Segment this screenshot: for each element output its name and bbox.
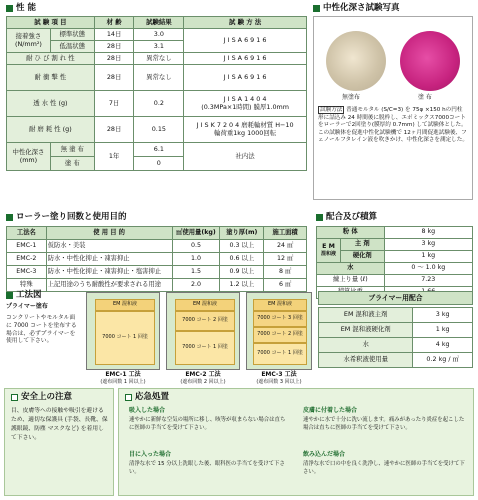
carbonation-method: 社内法 — [184, 143, 307, 171]
table-row: EM 混和液硬化剤 1 kg — [319, 323, 473, 338]
layer-coat-3: 7000 コート 3 回塗 — [253, 311, 307, 327]
layer-coat-1: 7000 コート 1 回塗 — [175, 331, 235, 365]
safety-text: 目、皮膚等への接触や吸引を避けるため、適切な保護具 (手袋、長靴、保護眼鏡、防塵 マスクなど) を着用して下さい。 — [11, 408, 108, 441]
first-aid-inhale: 吸入した場合 速やかに新鮮な空気の場所に移し、咳等が収まらない場合は直ちに医師の手当てを受けて下さい。 — [129, 407, 286, 431]
roller-header: 施工面積 — [264, 227, 307, 240]
safety-panel — [4, 388, 114, 496]
tensile-result: 3.1 — [134, 41, 184, 53]
roller-header: ㎡使用量(kg) — [172, 227, 220, 240]
primer-note-title: プライマー塗布 — [6, 303, 48, 310]
performance-title: 性 能 — [6, 4, 36, 13]
square-icon — [125, 394, 132, 401]
abrasion-item: 耐 磨 耗 性 (g) — [7, 117, 95, 143]
emc1-label: EMC-1 工法 — [105, 371, 141, 378]
emc1-sub: (遮布回数 1 回以上) — [100, 379, 146, 385]
layer-coat-1: 7000 コート 1 回塗 — [95, 311, 155, 365]
table-row: 水希釈液使用量 0.2 kg / ㎡ — [319, 353, 473, 368]
square-icon — [316, 214, 323, 221]
tensile-label: 接着強さ (N/mm²) — [7, 29, 51, 53]
crack-item: 耐 ひ び 割 れ 性 — [7, 53, 95, 65]
roller-header: 塗り厚(m) — [220, 227, 264, 240]
first-aid-eye: 目に入った場合 清浄な水で 15 分以上洗眼した後、眼科医の手当てを受けて下さい。 — [129, 451, 285, 475]
primer-note: コンクリートやモルタル面に 7000 コートを塗布する場合は、必ずプライマーを使用して下さい。 — [6, 315, 77, 345]
square-icon — [6, 214, 13, 221]
permeability-age: 7日 — [94, 91, 134, 117]
table-row: 特殊 上記用途のうち耐酸性が要求される用途 2.0 1.2 以上 6 ㎡ — [7, 279, 307, 292]
impact-method: J I S A 6 9 1 6 — [184, 65, 307, 91]
carbonation-label: 中性化深さ (mm) — [7, 143, 51, 171]
abrasion-method: J I S K 7 2 0 4 磨耗輪材質 H−10 輪荷重1kg 1000回転 — [184, 117, 307, 143]
impact-result: 異常なし — [134, 65, 184, 91]
table-row: 水 4 kg — [319, 338, 473, 353]
coated-caption: 塗 布 — [418, 94, 432, 101]
emc2-label: EMC-2 工法 — [185, 371, 221, 378]
emc3-diagram — [246, 292, 312, 370]
roller-title: ローラー塗り回数と使用目的 — [6, 213, 127, 222]
square-icon — [6, 5, 13, 12]
photo-panel — [313, 16, 473, 200]
method-title: 工法図 — [6, 291, 42, 300]
table-row: EMC-3 防水・中性化抑止・凍害抑止・塩害抑止 1.5 0.9 以上 8 ㎡ — [7, 266, 307, 279]
photo-title: 中性化深さ試験写真 — [313, 4, 400, 13]
first-aid-title: 応急処置 — [125, 393, 169, 402]
crack-result: 異常なし — [134, 53, 184, 65]
roller-header: 工法名 — [7, 227, 47, 240]
first-aid-swallow: 飲み込んだ場合 清浄な水で口の中を良く洗浄し、速やかに医師の手当てを受けて下さい。 — [303, 451, 465, 475]
header-item: 試 験 項 目 — [7, 17, 95, 29]
emc3-sub: (遮布回数 3 回以上) — [256, 379, 302, 385]
uncoated-sample-photo — [326, 31, 386, 91]
layer-em: EM 混和液 — [95, 299, 155, 311]
impact-item: 耐 衝 撃 性 — [7, 65, 95, 91]
roller-table — [6, 226, 307, 292]
tensile-age: 14日 — [94, 29, 134, 41]
test-method-note: 試験方法 普通モルタル (S/C=3) を 75φ ×150 hの円柱形に詰込み 24 時間後に脱枠し、エポミックス7000コートをローラーで2回塗り(膜厚約 0.7mm) して試験体とした。この試験体を促進中性化試験機で 12ヶ月間促進試験後、フェノールフタレイン液を吹きかけ、中性化深さを測定した。 — [318, 107, 468, 144]
safety-title: 安全上の注意 — [11, 393, 72, 402]
layer-em: EM 混和液 — [253, 299, 307, 311]
carbonation-result: 6.1 — [134, 143, 184, 157]
table-row: EM 混和液主剤 3 kg — [319, 308, 473, 323]
mix-table: 粉 体 8 kg E M 混和液 主 剤 3 kg 硬化剤 1 kg 水 0 〜 1.0 kg 練上り量 (ℓ) 7.23 — [316, 226, 473, 299]
layer-coat-1: 7000 コート 1 回塗 — [253, 343, 307, 365]
abrasion-result: 0.15 — [134, 117, 184, 143]
layer-coat-2: 7000 コート 2 回塗 — [175, 311, 235, 331]
tensile-condition: 標準状態 — [50, 29, 94, 41]
performance-table — [6, 16, 307, 171]
layer-em: EM 混和液 — [175, 299, 235, 311]
carbonation-name: 無 塗 布 — [50, 143, 94, 157]
uncoated-caption: 無塗布 — [342, 94, 361, 101]
crack-age: 28日 — [94, 53, 134, 65]
first-aid-panel — [118, 388, 474, 496]
square-icon — [313, 5, 320, 12]
header-result: 試験結果 — [134, 17, 184, 29]
emc3-label: EMC-3 工法 — [261, 371, 297, 378]
crack-method: J I S A 6 9 1 6 — [184, 53, 307, 65]
emc1-diagram — [86, 292, 160, 370]
abrasion-age: 28日 — [94, 117, 134, 143]
square-icon — [6, 292, 13, 299]
layer-coat-2: 7000 コート 2 回塗 — [253, 327, 307, 343]
header-age: 材 齢 — [94, 17, 134, 29]
emc2-diagram — [166, 292, 240, 370]
table-row: EMC-2 防水・中性化抑止・凍害抑止 1.0 0.6 以上 12 ㎡ — [7, 253, 307, 266]
permeability-item: 透 水 性 (g) — [7, 91, 95, 117]
impact-age: 28日 — [94, 65, 134, 91]
primer-mix-table — [318, 307, 473, 368]
coated-sample-photo — [400, 31, 460, 91]
header-method: 試 験 方 法 — [184, 17, 307, 29]
primer-mix-title: プライマー用配合 — [318, 291, 473, 305]
tensile-method: J I S A 6 9 1 6 — [184, 29, 307, 53]
mix-title: 配合及び積算 — [316, 213, 377, 222]
carbonation-age: 1年 — [94, 143, 134, 171]
tensile-age: 28日 — [94, 41, 134, 53]
emc2-sub: (遮布回数 2 回以上) — [180, 379, 226, 385]
permeability-result: 0.2 — [134, 91, 184, 117]
carbonation-result: 0 — [134, 157, 184, 171]
permeability-method: J I S A 1 4 0 4 (0.3MPa×1時間) 膜厚1.0mm — [184, 91, 307, 117]
carbonation-name: 塗 布 — [50, 157, 94, 171]
tensile-result: 3.0 — [134, 29, 184, 41]
square-icon — [11, 394, 18, 401]
table-row: EMC-1 仮防水・美装 0.5 0.3 以上 24 ㎡ — [7, 240, 307, 253]
first-aid-skin: 皮膚に付着した場合 速やかに水で十分に洗い流します。痛みがあったり炎症を起こした場合は直ちに医師の手当てを受けて下さい。 — [303, 407, 465, 431]
tensile-condition: 低温状態 — [50, 41, 94, 53]
roller-header: 使 用 目 的 — [46, 227, 172, 240]
